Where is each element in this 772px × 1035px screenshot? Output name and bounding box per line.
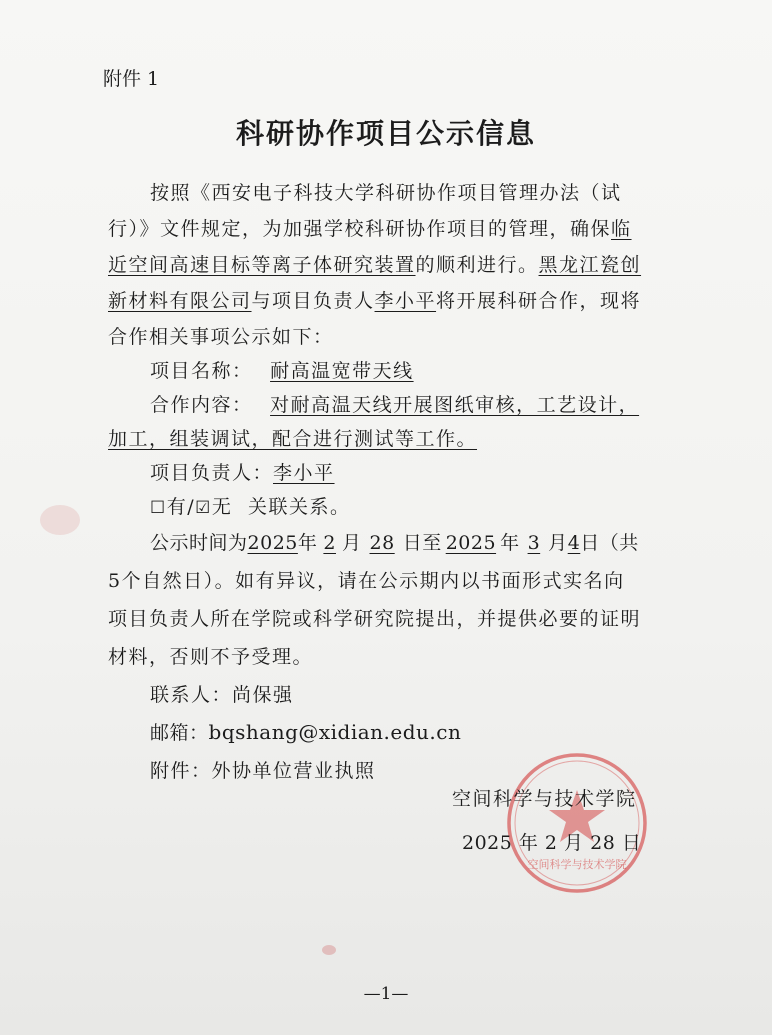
period-to: 日至 [402, 532, 442, 554]
project-device-name: 近空间高速目标等离子体研究装置 [108, 254, 416, 276]
year-unit: 年 [500, 532, 520, 554]
month-unit: 月 [341, 532, 362, 554]
email-value: bqshang@xidian.edu.cn [208, 720, 462, 744]
month-unit: 月 [548, 532, 568, 554]
partner-company: 新材料有限公司 [108, 290, 252, 312]
relation-row [150, 492, 350, 519]
content-value-line-1: 对耐高温天线开展图纸审核，工艺设计， [270, 394, 640, 416]
period-line-2: 5个自然日）。如有异议，请在公示期内以书面形式实名向 [108, 570, 625, 592]
period-line-3: 项目负责人所在学院或科学研究院提出，并提供必要的证明 [108, 608, 642, 630]
start-month: 2 [323, 532, 336, 554]
paper-smudge [322, 945, 336, 955]
intro-line-2 [108, 214, 632, 241]
content-row-2 [108, 424, 477, 451]
email-label: 邮箱： [150, 722, 209, 744]
period-prefix: 公示时间为 [150, 532, 248, 554]
attachment-note: 附件：外协单位营业执照 [150, 760, 376, 782]
intro-line-5: 合作相关事项公示如下： [108, 326, 334, 348]
intro-line-1: 按照《西安电子科技大学科研协作项目管理办法（试 [150, 182, 622, 204]
end-month: 3 [527, 532, 541, 554]
content-label: 合作内容： [150, 394, 253, 416]
partner-company-start: 黑龙江瓷创 [538, 254, 642, 276]
intro-text: 将开展科研合作，现将 [436, 290, 642, 312]
end-year: 2025 [445, 532, 497, 554]
official-seal [502, 748, 652, 898]
paper-smudge [40, 505, 80, 535]
end-day: 4 [567, 532, 581, 554]
intro-text: 与项目负责人 [251, 290, 375, 312]
signature-date: 2025 年 2 月 28 日 [462, 832, 642, 854]
period-line-4: 材料，否则不予受理。 [108, 646, 314, 668]
relation-suffix: 关联关系。 [247, 496, 351, 518]
period-suffix: 日（共 [580, 532, 639, 554]
checkbox-checked-icon: ☑ [195, 498, 212, 518]
project-name-label: 项目名称： [150, 360, 253, 382]
relation-yes-label: 有/ [166, 496, 196, 518]
signature-org: 空间科学与技术学院 [452, 788, 637, 810]
leader-value: 李小平 [273, 462, 335, 484]
page-title: 科研协作项目公示信息 [235, 117, 536, 150]
checkbox-empty-icon: ☐ [150, 498, 167, 518]
content-value-line-2: 加工，组装调试，配合进行测试等工作。 [108, 428, 478, 450]
period-line-1 [150, 528, 639, 555]
email-row [150, 718, 461, 745]
leader-name-inline: 李小平 [374, 290, 437, 312]
leader-label: 项目负责人： [150, 462, 274, 484]
contact-person: 联系人：尚保强 [150, 684, 294, 706]
year-unit: 年 [297, 532, 318, 554]
project-device-name-start: 临 [611, 218, 632, 240]
intro-line-3 [108, 250, 641, 277]
project-name-value: 耐高温宽带天线 [270, 360, 414, 382]
leader-row [150, 458, 335, 485]
intro-text: 的顺利进行。 [415, 254, 539, 276]
intro-text: 行）》文件规定，为加强学校科研协作项目的管理，确保 [108, 218, 612, 240]
content-row [150, 390, 639, 417]
relation-no-label: 无 [211, 496, 233, 518]
intro-line-4 [108, 286, 641, 313]
attachment-number: 附件 1 [103, 68, 160, 90]
seal-text: 空间科学与技术学院 [527, 858, 627, 871]
project-name-row [150, 356, 424, 383]
start-day: 28 [369, 532, 395, 554]
page-number: —1— [363, 984, 409, 1004]
start-year: 2025 [247, 532, 298, 554]
